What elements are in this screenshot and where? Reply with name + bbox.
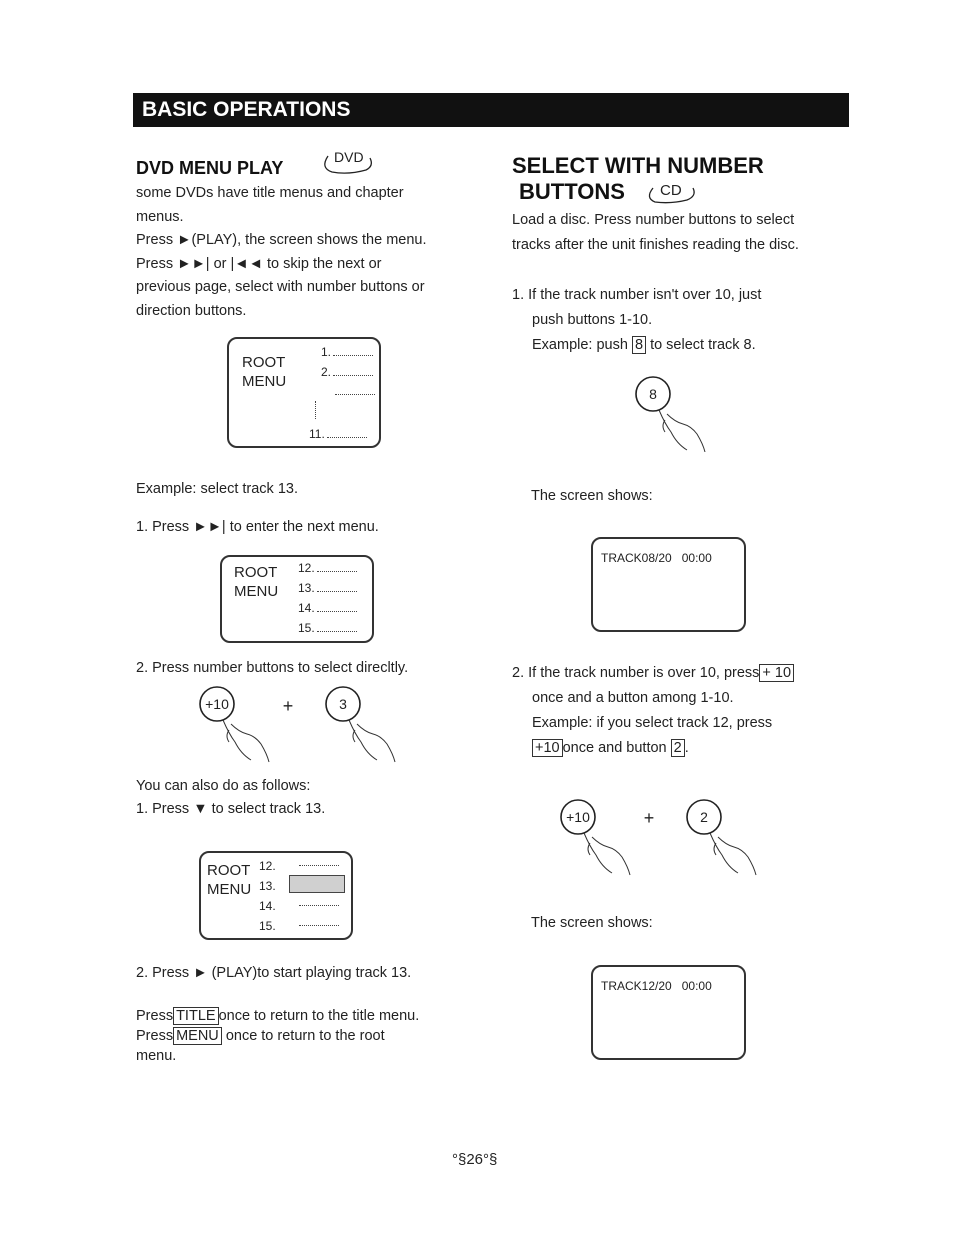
menu-return-line: Press MENU once to return to the root <box>136 1028 385 1044</box>
root-menu-screen-1 <box>227 337 381 448</box>
alt-step-1: 1. Press ▼ to select track 13. <box>136 801 326 817</box>
root-menu-screen-3 <box>199 851 353 940</box>
track-screen-2 <box>591 965 746 1060</box>
item-dots <box>299 857 339 866</box>
step-2: 2. Press number buttons to select direcltly. <box>136 660 409 676</box>
menu-item <box>333 384 375 398</box>
highlighted-selection <box>289 875 345 893</box>
key-2: 2 <box>671 739 685 757</box>
digit-3-button-label: 3 <box>339 696 347 712</box>
menu-key: MENU <box>173 1027 222 1045</box>
menu-item: 15. <box>298 621 357 635</box>
intro-line: previous page, select with number buttons or <box>136 279 425 295</box>
plus10-button-label: +10 <box>566 809 590 825</box>
title-key: TITLE <box>173 1007 218 1025</box>
plus10-button-label: +10 <box>205 696 229 712</box>
dvd-disc-icon <box>318 146 376 176</box>
return-instructions <box>136 1006 496 1066</box>
dvd-intro <box>136 182 496 323</box>
menu-item: 12. <box>259 859 276 873</box>
root-menu-label <box>207 861 251 899</box>
item-2-line: +10 once and button 2 . <box>512 736 794 761</box>
button-press-illustration-right <box>555 796 775 880</box>
root-menu-screen-2 <box>220 555 374 643</box>
example-1-line: Example: push 8 to select track 8. <box>532 337 756 353</box>
dvd-tag-label: DVD <box>334 149 364 165</box>
alt-step-2: 2. Press ► (PLAY)to start playing track 13. <box>136 965 412 981</box>
menu-item: 12. <box>298 561 357 575</box>
menu-label: MENU <box>207 881 252 898</box>
item-1 <box>512 283 761 358</box>
intro-line: Press ►(PLAY), the screen shows the menu. <box>136 232 427 248</box>
item-1-line: push buttons 1-10. <box>532 312 653 328</box>
intro-line: menus. <box>136 208 184 225</box>
section-banner: BASIC OPERATIONS <box>133 93 849 127</box>
button-press-illustration-left <box>195 684 415 764</box>
cd-intro <box>512 208 799 258</box>
item-dots <box>299 897 339 906</box>
intro-line: some DVDs have title menus and chapter <box>136 185 404 201</box>
item-1-line: 1. If the track number isn't over 10, just <box>512 287 762 303</box>
heading-line-2: BUTTONS <box>519 179 625 204</box>
title-return-line: Press TITLE once to return to the title menu. <box>136 1008 420 1024</box>
item-2 <box>512 661 794 761</box>
root-menu-label <box>234 563 278 601</box>
heading-line-1: SELECT WITH NUMBER <box>512 153 764 178</box>
also-line: You can also do as follows: <box>136 778 311 794</box>
screen-shows-2: The screen shows: <box>531 915 653 931</box>
dvd-menu-play-heading: DVD MENU PLAY <box>136 158 284 178</box>
key-8: 8 <box>632 336 646 354</box>
button-8-illustration <box>630 372 720 452</box>
menu-item: 2. <box>321 365 373 379</box>
track-readout: TRACK08/20 00:00 <box>601 551 712 565</box>
screen-shows-1: The screen shows: <box>531 488 653 504</box>
cd-tag-label: CD <box>660 182 682 199</box>
plus-sign: + <box>643 808 655 828</box>
track-readout: TRACK12/20 00:00 <box>601 979 712 993</box>
select-number-heading <box>512 153 764 205</box>
cd-disc-icon <box>643 176 701 206</box>
menu-item: 14. <box>298 601 357 615</box>
menu-label: MENU <box>234 583 279 600</box>
root-label: ROOT <box>207 862 251 879</box>
step-1: 1. Press ►►| to enter the next menu. <box>136 519 379 535</box>
intro-line: tracks after the unit finishes reading the disc. <box>512 237 799 253</box>
digit-2-button-label: 2 <box>700 809 708 825</box>
item-dots <box>299 917 339 926</box>
menu-item: 1. <box>321 345 373 359</box>
menu-return-line-end: menu. <box>136 1048 177 1064</box>
intro-line: direction buttons. <box>136 302 247 319</box>
menu-item: 15. <box>259 919 276 933</box>
root-label: ROOT <box>234 564 278 581</box>
menu-label: MENU <box>242 373 287 390</box>
menu-item: 13. <box>298 581 357 595</box>
key-plus10: + 10 <box>759 664 794 682</box>
menu-item: 14. <box>259 899 276 913</box>
track-screen-1 <box>591 537 746 632</box>
key-plus10-b: +10 <box>532 739 563 757</box>
root-menu-label <box>242 353 286 391</box>
ellipsis-divider <box>315 401 317 419</box>
digit-8-button-label: 8 <box>649 386 657 402</box>
menu-item: 13. <box>259 879 276 893</box>
intro-line: Load a disc. Press number buttons to select <box>512 212 795 228</box>
item-2-line: once and a button among 1-10. <box>532 690 734 706</box>
item-2-line: 2. If the track number is over 10, press + 10 <box>512 661 794 686</box>
item-2-line: Example: if you select track 12, press <box>532 715 773 731</box>
plus-sign: + <box>282 696 294 716</box>
example-title: Example: select track 13. <box>136 481 298 497</box>
page-number: °§26°§ <box>452 1151 498 1168</box>
menu-item: 11. <box>309 427 367 441</box>
intro-line: Press ►►| or |◄◄ to skip the next or <box>136 255 382 272</box>
root-label: ROOT <box>242 354 286 371</box>
